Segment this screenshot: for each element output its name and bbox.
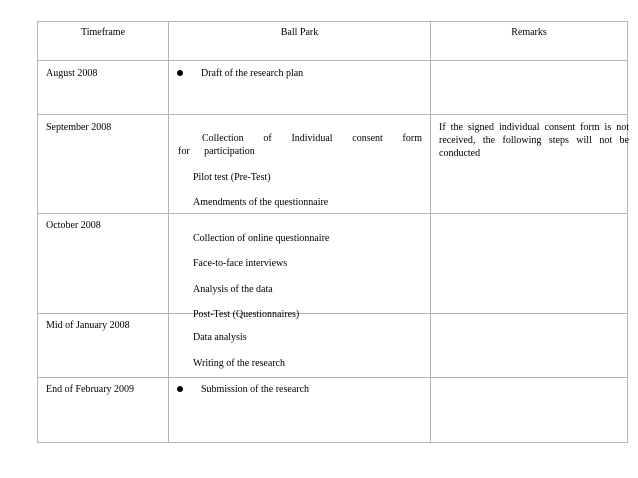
ballpark-item: Submission of the research bbox=[201, 384, 310, 395]
remarks-cell: If the signed individual consent form is not received, the following steps will not be conducted bbox=[439, 122, 629, 159]
timeframe-cell: Mid of January 2008 bbox=[46, 320, 130, 331]
table-border-left bbox=[37, 21, 38, 443]
ballpark-item: Post-Test (Questionnaires) bbox=[193, 309, 300, 320]
timeframe-cell: September 2008 bbox=[46, 122, 112, 133]
table-border-right bbox=[627, 21, 628, 443]
bullet-icon bbox=[177, 70, 183, 76]
ballpark-item: Amendments of the questionnaire bbox=[193, 197, 329, 208]
ballpark-item: Collection of Individual consent form for participation bbox=[178, 133, 422, 157]
ballpark-item: Draft of the research plan bbox=[201, 68, 304, 79]
header-ballpark: Ball Park bbox=[280, 27, 319, 38]
row-divider-4 bbox=[37, 313, 628, 314]
ballpark-item: Analysis of the data bbox=[193, 284, 273, 295]
table-border-top bbox=[37, 21, 628, 22]
ballpark-item: Data analysis bbox=[193, 332, 247, 343]
column-divider-2 bbox=[430, 21, 431, 443]
header-remarks: Remarks bbox=[511, 27, 547, 38]
row-divider-3 bbox=[37, 213, 628, 214]
bullet-icon bbox=[177, 386, 183, 392]
ballpark-item: Face-to-face interviews bbox=[193, 258, 288, 269]
ballpark-item: Pilot test (Pre-Test) bbox=[193, 172, 271, 183]
ballpark-item: Writing of the research bbox=[193, 358, 286, 369]
column-divider-1 bbox=[168, 21, 169, 443]
header-timeframe: Timeframe bbox=[80, 27, 126, 38]
timeframe-cell: August 2008 bbox=[46, 68, 98, 79]
row-divider-1 bbox=[37, 60, 628, 61]
row-divider-5 bbox=[37, 377, 628, 378]
row-divider-2 bbox=[37, 114, 628, 115]
table-border-bottom bbox=[37, 442, 628, 443]
timeframe-cell: October 2008 bbox=[46, 220, 101, 231]
timeframe-cell: End of February 2009 bbox=[46, 384, 135, 395]
ballpark-item: Collection of online questionnaire bbox=[193, 233, 330, 244]
